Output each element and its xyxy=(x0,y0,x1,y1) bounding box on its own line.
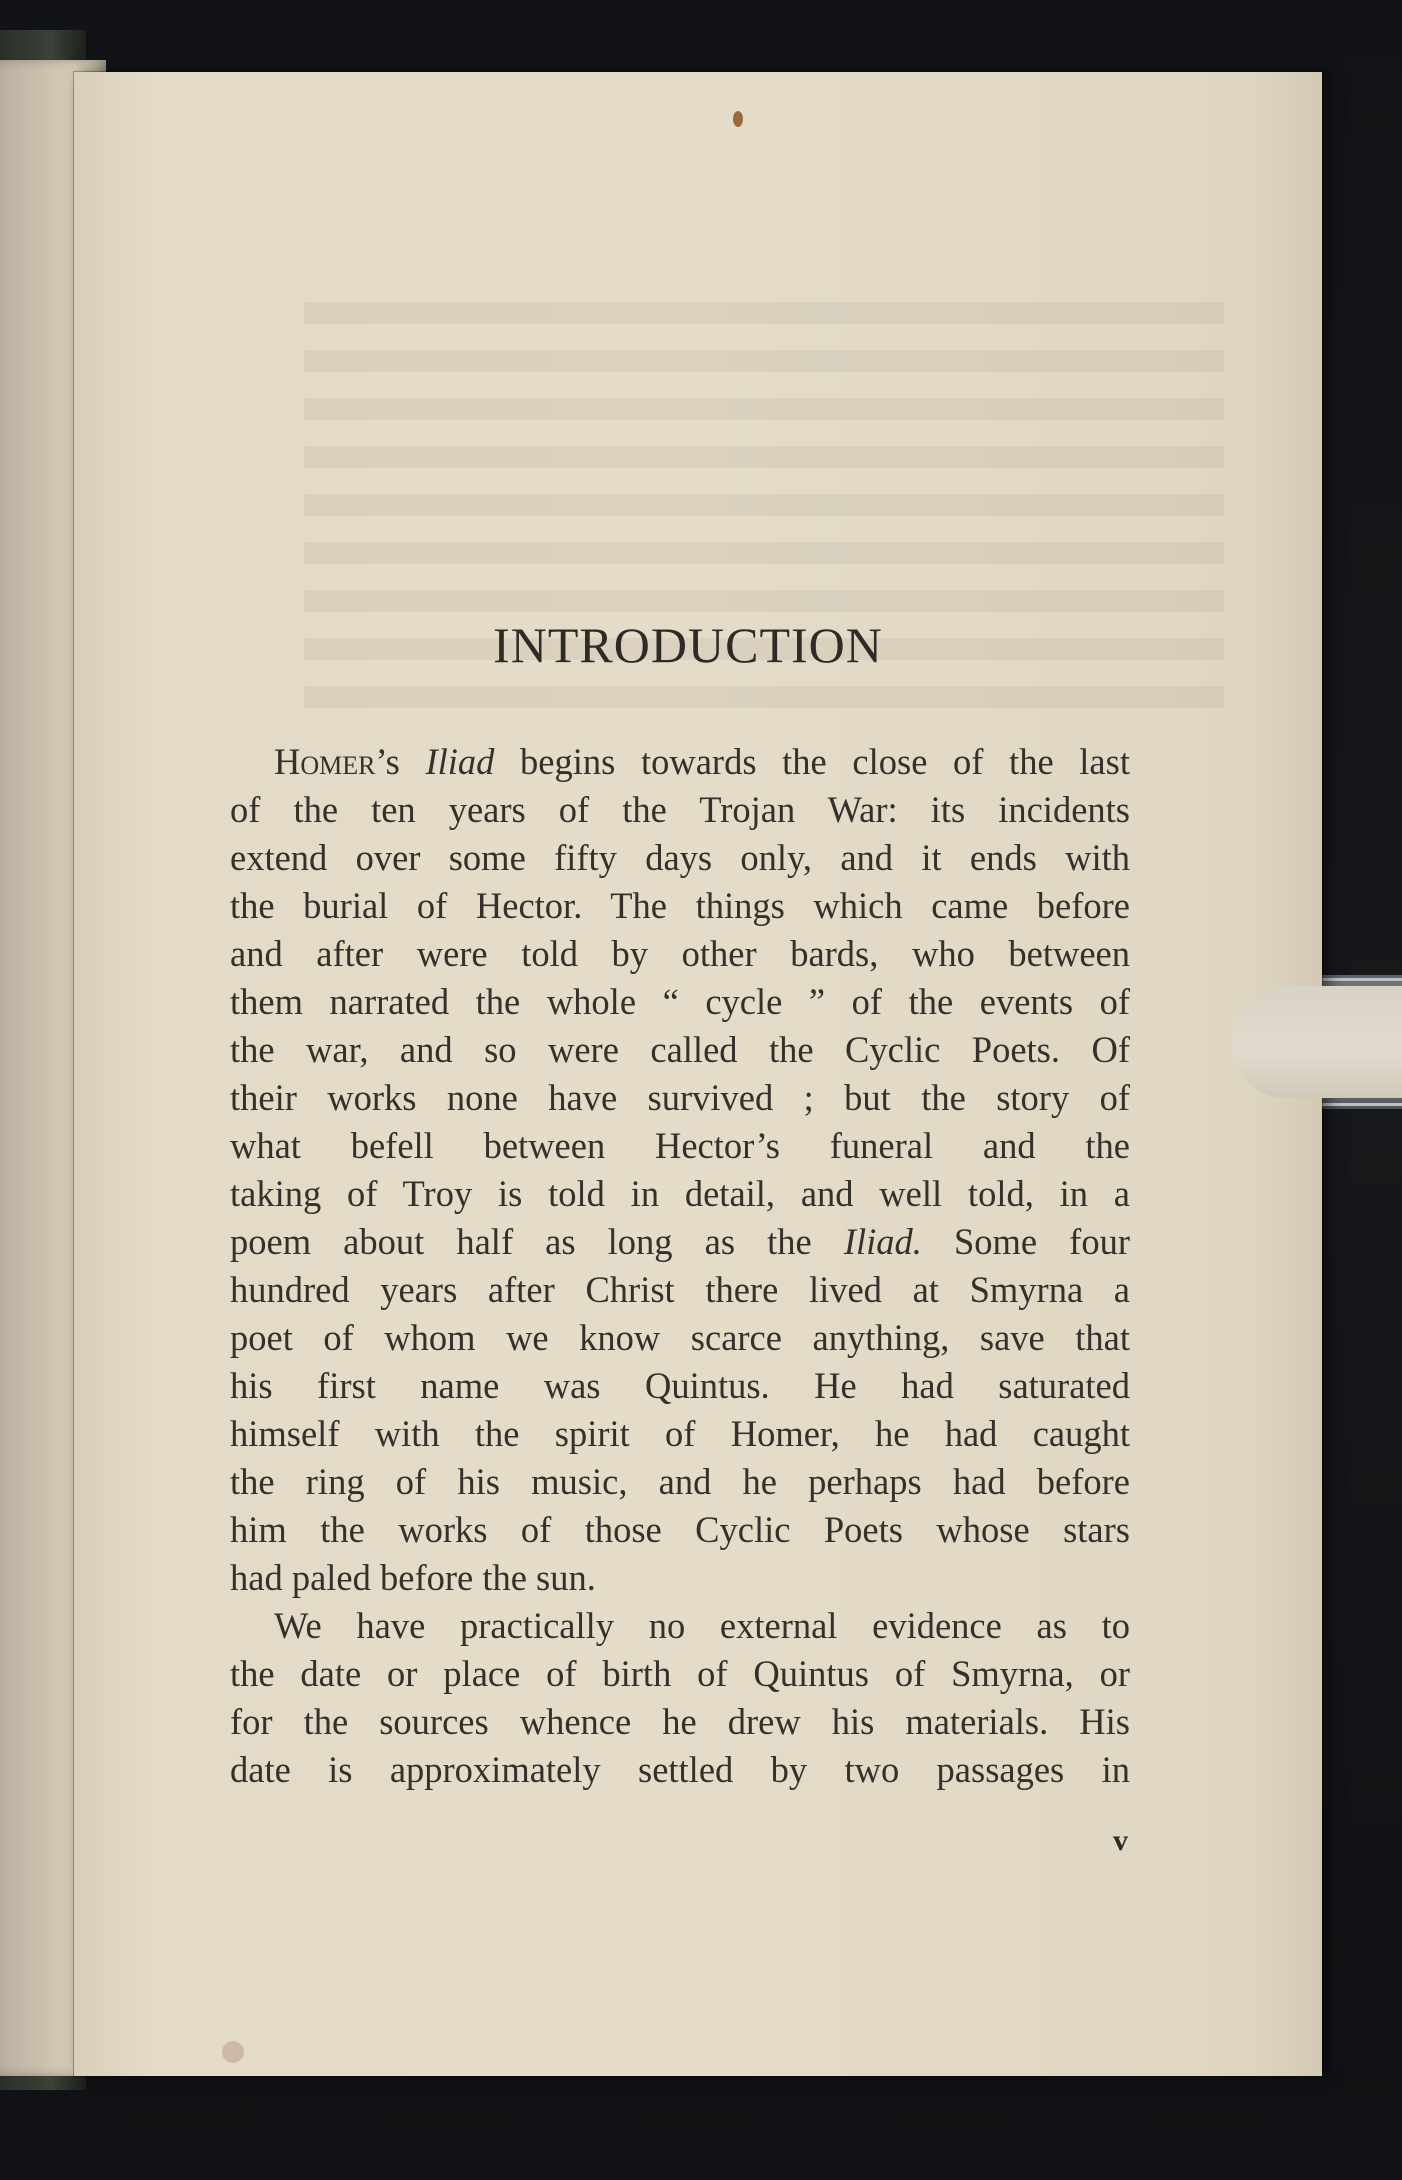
text-line xyxy=(230,1554,1130,1602)
text-run: the burial of Hector. The things which came before xyxy=(230,885,1130,926)
text-line xyxy=(230,1458,1130,1506)
text-run: their works none have survived ; but the story of xyxy=(230,1077,1130,1118)
italic-title: Iliad. xyxy=(843,1221,922,1262)
text-run: the war, and so were called the Cyclic Poets. Of xyxy=(230,1029,1130,1070)
text-run: begins towards the close of the last xyxy=(494,741,1130,782)
text-line xyxy=(230,1698,1130,1746)
text-line xyxy=(230,1362,1130,1410)
text-run: him the works of those Cyclic Poets whose stars xyxy=(230,1509,1130,1550)
text-line xyxy=(230,1026,1130,1074)
text-line xyxy=(230,1602,1130,1650)
text-run: had paled before the sun. xyxy=(230,1557,596,1598)
text-run: taking of Troy is told in detail, and well told, in a xyxy=(230,1173,1130,1214)
text-run: Some four xyxy=(921,1221,1130,1262)
italic-title: Iliad xyxy=(425,741,495,782)
text-line xyxy=(230,1650,1130,1698)
text-line xyxy=(230,1074,1130,1122)
text-run: ’s xyxy=(375,741,426,782)
bookmark-clip-inner xyxy=(1232,986,1402,1098)
text-line xyxy=(230,834,1130,882)
paragraph-2 xyxy=(230,1602,1130,1794)
paragraph-1 xyxy=(230,738,1130,1602)
text-line xyxy=(230,738,1130,786)
text-line xyxy=(230,1506,1130,1554)
text-run: We have practically no external evidence as to xyxy=(274,1605,1130,1646)
text-line xyxy=(230,978,1130,1026)
text-run: and after were told by other bards, who between xyxy=(230,933,1130,974)
text-run: himself with the spirit of Homer, he had caught xyxy=(230,1413,1130,1454)
text-line xyxy=(230,1746,1130,1794)
text-run: the ring of his music, and he perhaps had before xyxy=(230,1461,1130,1502)
text-run: hundred years after Christ there lived at Smyrna a xyxy=(230,1269,1130,1310)
text-line xyxy=(230,1410,1130,1458)
text-run: of the ten years of the Trojan War: its incidents xyxy=(230,789,1130,830)
text-run: them narrated the whole “ cycle ” of the events of xyxy=(230,981,1130,1022)
text-run: poet of whom we know scarce anything, save that xyxy=(230,1317,1130,1358)
text-run: for the sources whence he drew his materials. His xyxy=(230,1701,1130,1742)
text-line xyxy=(230,1170,1130,1218)
text-run: what befell between Hector’s funeral and the xyxy=(230,1125,1130,1166)
text-run: extend over some fifty days only, and it ends with xyxy=(230,837,1130,878)
text-line xyxy=(230,882,1130,930)
text-line xyxy=(230,1122,1130,1170)
small-caps-word: Homer xyxy=(274,741,376,782)
text-run: date is approximately settled by two passages in xyxy=(230,1749,1130,1790)
text-run: his first name was Quintus. He had saturated xyxy=(230,1365,1130,1406)
text-line xyxy=(230,1266,1130,1314)
text-line xyxy=(230,930,1130,978)
text-line xyxy=(230,786,1130,834)
text-run: poem about half as long as the xyxy=(230,1221,844,1262)
text-run: the date or place of birth of Quintus of Smyrna, or xyxy=(230,1653,1130,1694)
foxing-spot xyxy=(222,2041,244,2063)
text-line xyxy=(230,1218,1130,1266)
page-number: v xyxy=(1113,1824,1128,1857)
body-text xyxy=(230,738,1130,1794)
page-title: INTRODUCTION xyxy=(493,617,883,673)
text-line xyxy=(230,1314,1130,1362)
foxing-spot xyxy=(733,111,743,127)
